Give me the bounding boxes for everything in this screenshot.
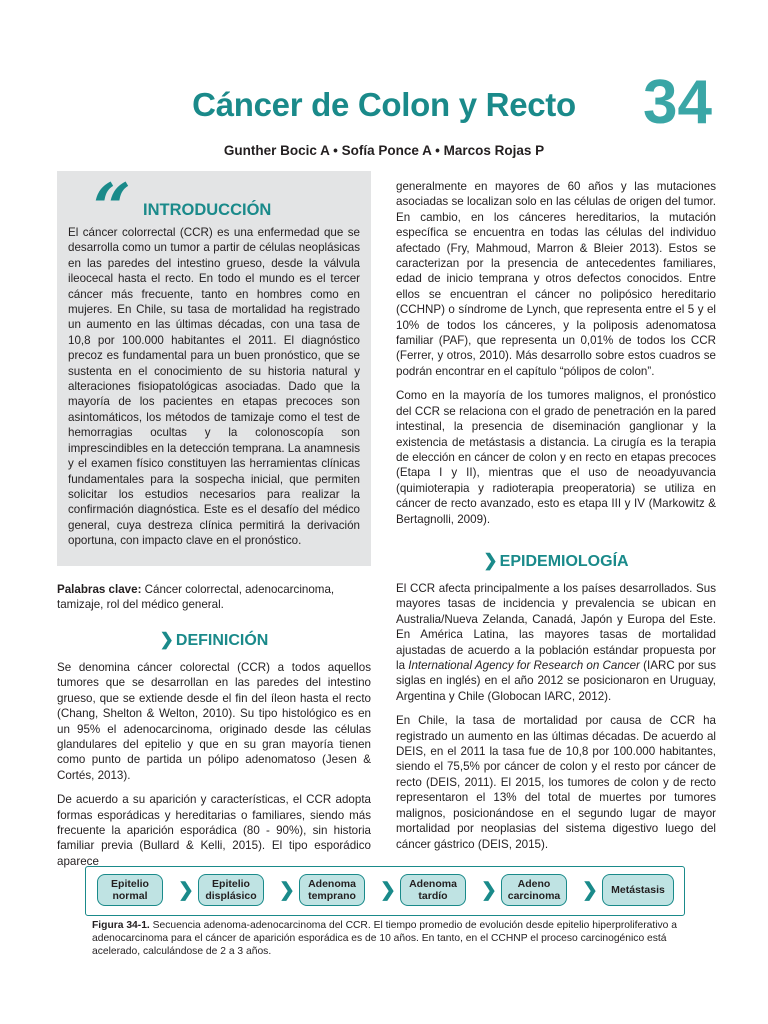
epidemiologia-heading xyxy=(396,551,716,571)
chapter-number: 34 xyxy=(643,68,712,137)
chevron-right-icon: ❯ xyxy=(481,880,497,901)
stage-epitelio-normal: Epitelio normal xyxy=(97,874,163,906)
figure-caption-text: Secuencia adenoma-adenocarcinoma del CCR. El tiempo promedio de evolución desde epitelio hiperproliferativo a adenocarcinoma para el cáncer de aparición esporádica es de 10 años. En tanto, en el CCHNP el proceso carcinogénico está acelerado, calculándose de 2 a 3 años. xyxy=(92,920,677,957)
iarc-name: International Agency for Research on Cancer xyxy=(408,659,640,673)
quote-mark-icon: “ xyxy=(93,169,131,247)
keywords-text: Cáncer colorrectal, adenocarcinoma, tamizaje, rol del médico general. xyxy=(57,583,335,612)
epidemiologia-paragraph-1: El CCR afecta principalmente a los países desarrollados. Sus mayores tasas de incidencia y prevalencia se ubican en Australia/Nueva Zelanda, Canadá, Japón y Europa del Este. En América Latina, las mayores tasas de mortalidad ajustadas de acuerdo a la población estándar propuesta por la International Agency for Research on Cancer (IARC por sus siglas en inglés) en el año 2012 se posicionaron en Uruguay, Argentina y Chile (Globocan IARC, 2012). xyxy=(396,582,716,703)
stage-adeno-carcinoma: Adeno carcinoma xyxy=(501,874,567,906)
introduction-text: El cáncer colorrectal (CCR) es una enfermedad que se desarrolla como un tumor a partir de células neoplásicas en las paredes del intestino grueso, desde la válvula ileocecal hasta el recto. En todo el mundo es el tercer cáncer más frecuente, tanto en hombres como en mujeres. En Chile, su tasa de mortalidad ha registrado un aumento en las últimas décadas, con una tasa de 10,8 por 100.000 habitantes el 2011. El diagnóstico precoz es fundamental para un buen pronóstico, que se sustenta en el conocimiento de su historia natural y alteraciones fisiopatológicas asociadas. Dado que la mayoría de los pacientes en etapas precoces son asintomáticos, los métodos de tamizaje como el test de hemorragias ocultas y la colonoscopía son imprescindibles en la detección temprana. La anamnesis y el examen físico constituyen las herramientas clínicas fundamentales para la sospecha inicial, que permiten solicitar los estudios necesarios para realizar la confirmación diagnóstica. Este es el desafío del médico general, cuya destreza clínica permitirá la derivación oportuna, con impacto clave en el pronóstico. xyxy=(68,226,360,548)
chevron-right-icon: ❯ xyxy=(582,880,598,901)
stage-epitelio-displasico: Epitelio displásico xyxy=(198,874,264,906)
author-list: Gunther Bocic A • Sofía Ponce A • Marcos Rojas P xyxy=(223,143,545,158)
figure-label: Figura 34-1. xyxy=(92,920,150,931)
chevron-right-icon: ❯ xyxy=(380,880,396,901)
epidemiologia-heading-label: EPIDEMIOLOGÍA xyxy=(499,553,629,570)
definicion-heading-label: DEFINICIÓN xyxy=(175,632,269,649)
stage-adenoma-tardio: Adenoma tardío xyxy=(400,874,466,906)
chevron-right-icon: ❯ xyxy=(279,880,295,901)
stage-metastasis: Metástasis xyxy=(602,874,674,906)
stage-adenoma-temprano: Adenoma temprano xyxy=(299,874,365,906)
introduction-heading: INTRODUCCIÓN xyxy=(143,201,272,219)
keywords xyxy=(57,582,371,613)
keywords-label: Palabras clave: xyxy=(57,583,142,596)
definicion-section xyxy=(57,630,371,869)
adenoma-carcinoma-sequence-figure xyxy=(85,866,685,916)
chapter-title: Cáncer de Colon y Recto xyxy=(192,86,576,123)
right-paragraph-2: Como en la mayoría de los tumores malignos, el pronóstico del CCR se relaciona con el grado de penetración en la pared intestinal, la presencia de diseminación ganglionar y la existencia de metástasis a distancia. La cirugía es la terapia de elección en cáncer de colon y en recto en etapas precoces (Etapa I y II), mientras que el uso de neoadyuvancia (quimioterapia y radioterapia preoperatoria) se utiliza en cáncer de recto avanzado, esto es etapa III y IV (Markowitz & Bertagnolli, 2009). xyxy=(396,389,716,526)
chevron-right-icon: ❯ xyxy=(178,880,194,901)
definicion-paragraph-1: Se denomina cáncer colorectal (CCR) a todos aquellos tumores que se desarrollan en las paredes del intestino grueso, que se extiende desde el fin del íleon hasta el recto (Chang, Shelton & Welton, 2010). Su tipo histológico es en un 95% el adenocarcinoma, originado desde las células glandulares del epitelio y que en su gran mayoría tienen como punto de partida un pólipo adenomatoso (Jesen & Cortés, 2013). xyxy=(57,661,371,782)
definicion-heading xyxy=(57,630,371,650)
definicion-paragraph-2: De acuerdo a su aparición y características, el CCR adopta formas esporádicas y hereditarias o familiares, siendo más frecuente la aparición esporádica (80 - 90%), sin historia familiar previa (Bullard & Kelli, 2015). El tipo esporádico aparece xyxy=(57,793,371,868)
epidemiologia-paragraph-2: En Chile, la tasa de mortalidad por causa de CCR ha registrado un aumento en las últimas décadas. De acuerdo al DEIS, en el 2011 la tasa fue de 10,8 por 100.000 habitantes, siendo el 75,5% por cáncer de colon y el resto por cáncer de recto (DEIS, 2011). El 2015, los tumores de colon y de recto representaron el 13% del total de muertes por tumores malignos, posicionándose en el segundo lugar de mayor mortalidad por neoplasias del sistema digestivo luego del cáncer gástrico (DEIS, 2015). xyxy=(396,714,716,851)
epidemiologia-section xyxy=(396,551,716,852)
right-paragraph-1: generalmente en mayores de 60 años y las mutaciones asociadas se localizan solo en las células de origen del tumor. En cambio, en los cánceres hereditarios, la mutación específica se encuentra en todas las células del individuo afectado (Fry, Mahmoud, Marron & Bleier 2013). Estos se caracterizan por la presencia de antecedentes familiares, edad de inicio temprana y otros defectos conocidos. Entre ellos se encuentran el cáncer no polipósico hereditario (CCHNP) o síndrome de Lynch, que representa entre el 5 y el 10% de todos los cánceres, y la poliposis adenomatosa familiar (PAF), que representa un 0,01% de todos los CCR (Ferrer, y otros, 2010). Más desarrollo sobre estos cuadros se podrán encontrar en el capítulo “pólipos de colon”. xyxy=(396,180,716,378)
chevron-right-icon: ❯ xyxy=(159,630,174,649)
chevron-right-icon: ❯ xyxy=(483,551,498,570)
right-column xyxy=(396,179,716,527)
introduction-box xyxy=(57,171,371,566)
figure-caption xyxy=(92,919,692,958)
